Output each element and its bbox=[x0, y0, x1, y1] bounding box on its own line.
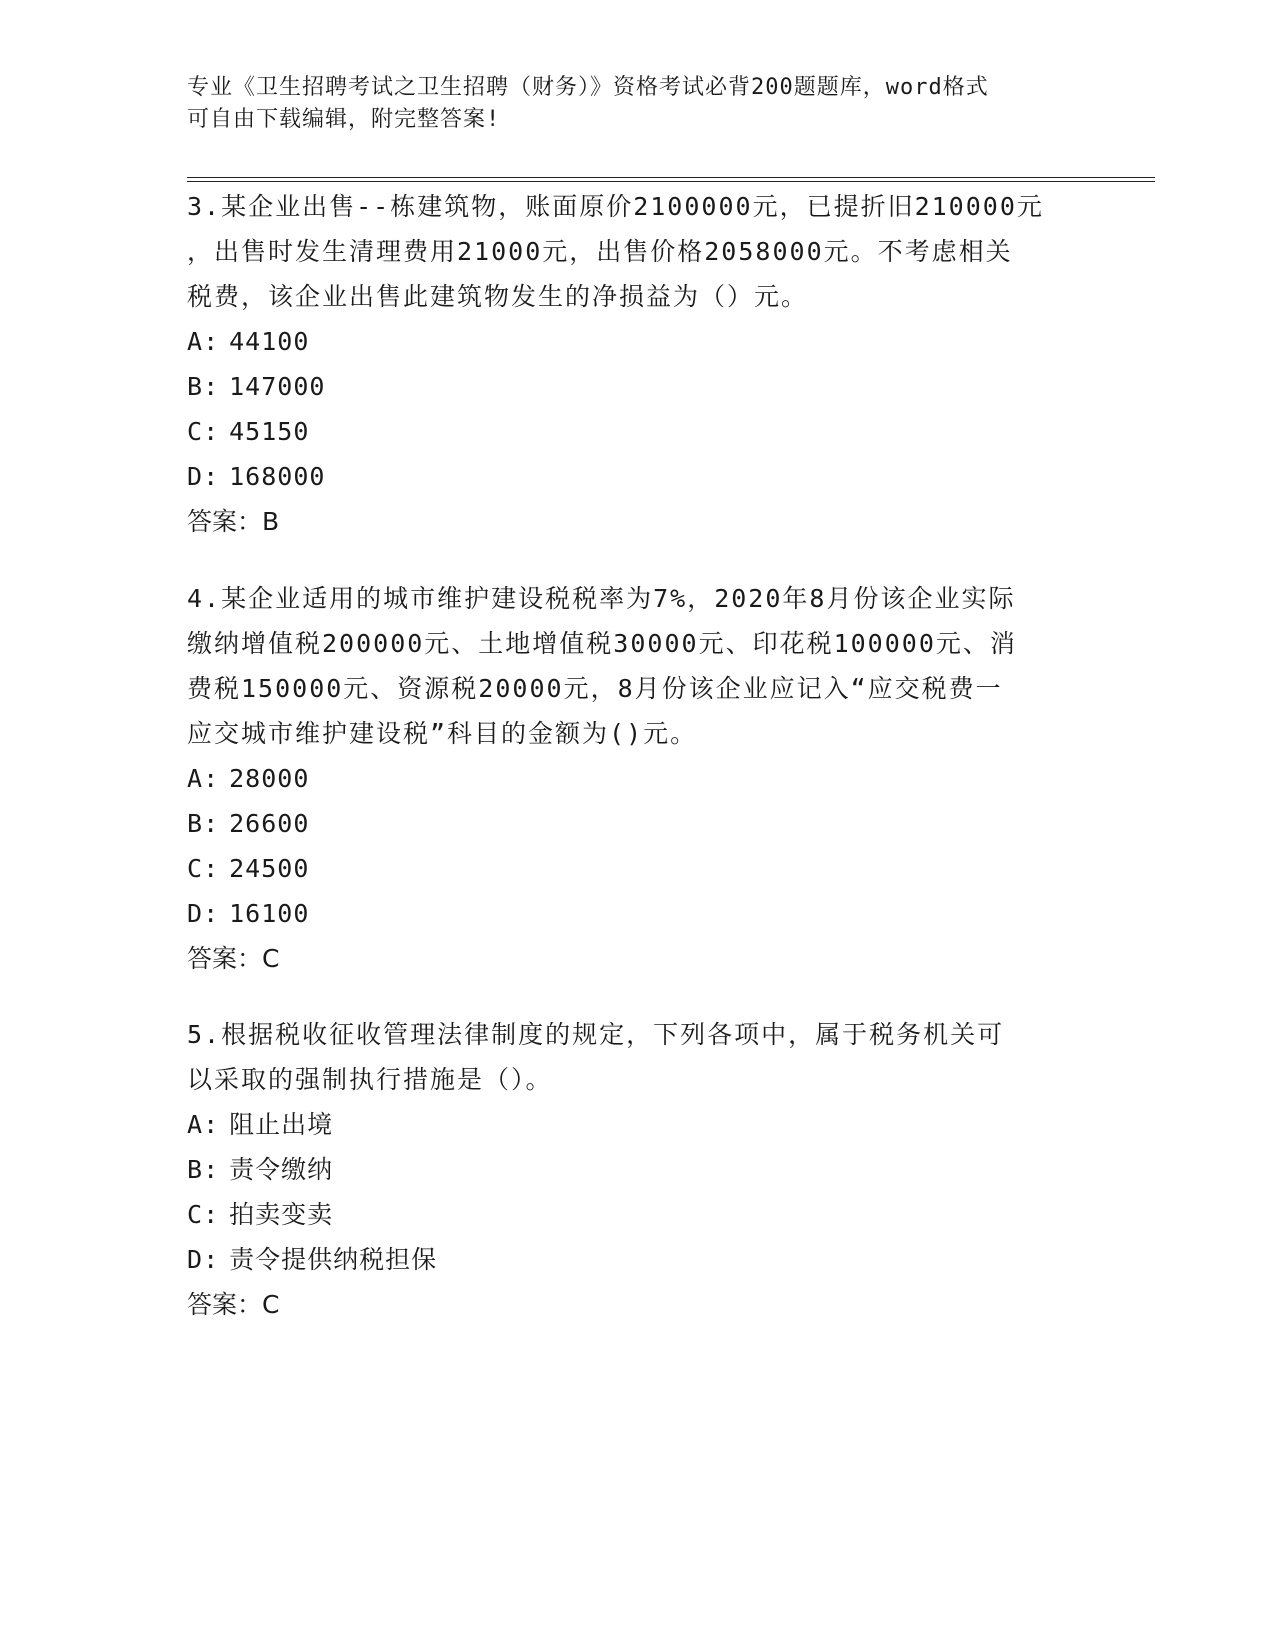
header-line-1: 专业《卫生招聘考试之卫生招聘（财务）》资格考试必背200题题库，word格式 bbox=[187, 75, 989, 100]
answer-value: B bbox=[262, 507, 280, 536]
answer bbox=[187, 499, 1087, 544]
option-key: B bbox=[187, 372, 204, 401]
option-b: B: 责令缴纳 bbox=[187, 1155, 334, 1184]
option-key: A bbox=[187, 327, 204, 356]
option-text: 168000 bbox=[229, 462, 326, 491]
question-4 bbox=[187, 576, 1087, 981]
answer bbox=[187, 936, 1087, 981]
answer-label: 答案： bbox=[187, 507, 263, 536]
option-text: 26600 bbox=[229, 809, 310, 838]
option-text: 拍卖变卖 bbox=[229, 1200, 334, 1229]
option-key: B bbox=[187, 809, 204, 838]
option-key: C bbox=[187, 417, 204, 446]
answer-label: 答案： bbox=[187, 944, 263, 973]
option-a: A: 阻止出境 bbox=[187, 1110, 334, 1139]
option-key: D bbox=[187, 899, 204, 928]
option-text: 16100 bbox=[229, 899, 310, 928]
option-text: 阻止出境 bbox=[229, 1110, 334, 1139]
option-text: 45150 bbox=[229, 417, 310, 446]
option-d: D: 168000 bbox=[187, 462, 326, 491]
option-key: A bbox=[187, 1110, 204, 1139]
option-a: A: 44100 bbox=[187, 327, 310, 356]
option-c: C: 24500 bbox=[187, 854, 310, 883]
option-key: C bbox=[187, 854, 204, 883]
option-key: D bbox=[187, 1245, 204, 1274]
question-3 bbox=[187, 184, 1087, 544]
question-line: 应交城市维护建设税”科目的金额为()元。 bbox=[187, 719, 698, 748]
option-c: C: 拍卖变卖 bbox=[187, 1200, 334, 1229]
option-c: C: 45150 bbox=[187, 417, 310, 446]
question-line: ，出售时发生清理费用21000元，出售价格2058000元。不考虑相关 bbox=[187, 237, 1013, 266]
option-key: C bbox=[187, 1200, 204, 1229]
answer-label: 答案： bbox=[187, 1290, 263, 1319]
option-d: D: 16100 bbox=[187, 899, 310, 928]
header-line-2: 可自由下载编辑，附完整答案! bbox=[187, 107, 501, 132]
question-line: 费税150000元、资源税20000元，8月份该企业应记入“应交税费一 bbox=[187, 674, 1003, 703]
option-key: A bbox=[187, 764, 204, 793]
option-text: 责令提供纳税担保 bbox=[229, 1245, 438, 1274]
question-line: 5.根据税收征收管理法律制度的规定，下列各项中，属于税务机关可 bbox=[187, 1020, 1005, 1049]
answer-value: C bbox=[262, 1290, 280, 1319]
option-text: 28000 bbox=[229, 764, 310, 793]
option-b: B: 26600 bbox=[187, 809, 310, 838]
option-b: B: 147000 bbox=[187, 372, 326, 401]
option-text: 147000 bbox=[229, 372, 326, 401]
question-line: 以采取的强制执行措施是（）。 bbox=[187, 1065, 553, 1094]
option-key: D bbox=[187, 462, 204, 491]
option-a: A: 28000 bbox=[187, 764, 310, 793]
option-text: 24500 bbox=[229, 854, 310, 883]
question-line: 税费，该企业出售此建筑物发生的净损益为（）元。 bbox=[187, 282, 809, 311]
option-key: B bbox=[187, 1155, 204, 1184]
answer-value: C bbox=[262, 944, 280, 973]
answer bbox=[187, 1282, 1087, 1327]
question-line: 缴纳增值税200000元、土地增值税30000元、印花税100000元、消 bbox=[187, 629, 1017, 658]
question-line: 3.某企业出售--栋建筑物，账面原价2100000元，已提折旧210000元 bbox=[187, 192, 1044, 221]
document-header bbox=[187, 72, 1067, 136]
option-text: 责令缴纳 bbox=[229, 1155, 334, 1184]
question-line: 4.某企业适用的城市维护建设税税率为7%，2020年8月份该企业实际 bbox=[187, 584, 1016, 613]
option-d: D: 责令提供纳税担保 bbox=[187, 1245, 438, 1274]
header-divider-top bbox=[187, 177, 1155, 178]
question-5 bbox=[187, 1012, 1087, 1327]
option-text: 44100 bbox=[229, 327, 310, 356]
header-divider-bottom bbox=[187, 181, 1155, 182]
